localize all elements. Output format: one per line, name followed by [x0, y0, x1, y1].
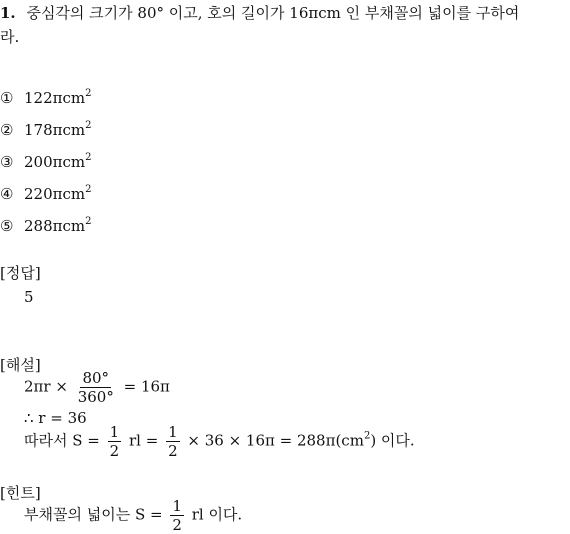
expl-line3-prefix: 따라서 S = — [24, 431, 100, 450]
choice-value: 288πcm — [24, 217, 86, 235]
choice-marker: ⑤ — [0, 217, 14, 235]
question-text-2: 라. — [0, 28, 20, 46]
expl-line1-left: 2πr × — [24, 377, 68, 396]
choice-2[interactable] — [0, 120, 92, 139]
choice-value: 122πcm — [24, 89, 86, 107]
choice-marker: ① — [0, 89, 14, 107]
fraction-denominator: 2 — [168, 442, 178, 460]
explanation-line-2: ∴ r = 36 — [24, 409, 87, 427]
question-line-2 — [0, 26, 19, 47]
explanation-line-1 — [24, 370, 170, 405]
choice-exponent: 2 — [85, 152, 92, 163]
fraction-numerator: 1 — [168, 423, 178, 441]
choice-3[interactable] — [0, 152, 92, 171]
fraction-numerator: 1 — [109, 423, 120, 441]
hint-suffix: rl 이다. — [191, 505, 243, 524]
fraction-numerator: 80° — [82, 369, 110, 387]
choice-value: 220πcm — [24, 185, 86, 203]
choice-marker: ④ — [0, 185, 14, 203]
fraction-one-half — [170, 498, 184, 533]
expl-line3-exponent: 2 — [363, 430, 371, 442]
expl-line3-end: ) 이다. — [370, 431, 415, 450]
fraction-denominator: 2 — [109, 442, 120, 460]
fraction-denominator: 2 — [172, 516, 182, 534]
choice-exponent: 2 — [85, 88, 92, 99]
hint-line — [24, 498, 242, 533]
fraction-numerator: 1 — [172, 497, 182, 515]
explanation-heading: [해설] — [0, 356, 41, 374]
choice-exponent: 2 — [85, 184, 92, 195]
fraction-one-half — [166, 424, 180, 459]
question-line-1 — [0, 2, 519, 23]
choice-marker: ③ — [0, 153, 14, 171]
question-number: 1. — [0, 4, 16, 22]
answer-heading: [정답] — [0, 264, 41, 282]
expl-line3-rest: × 36 × 16π = 288π(cm — [187, 431, 364, 450]
fraction-denominator: 360° — [77, 388, 114, 406]
choice-1[interactable] — [0, 88, 92, 107]
answer-value: 5 — [24, 288, 34, 306]
expl-line1-right: = 16π — [123, 377, 170, 396]
choice-value: 178πcm — [24, 121, 86, 139]
choice-value: 200πcm — [24, 153, 86, 171]
choice-exponent: 2 — [85, 216, 92, 227]
explanation-line-3 — [24, 424, 415, 459]
choice-exponent: 2 — [85, 120, 92, 131]
expl-line3-mid: rl = — [128, 431, 159, 450]
question-text-1: 중심각의 크기가 80° 이고, 호의 길이가 16πcm 인 부채꼴의 넓이를 구하여 — [26, 4, 520, 22]
fraction-80-over-360 — [76, 370, 116, 405]
hint-prefix: 부채꼴의 넓이는 S = — [24, 505, 163, 524]
hint-heading: [힌트] — [0, 484, 41, 502]
choice-5[interactable] — [0, 216, 92, 235]
fraction-one-half — [108, 424, 122, 459]
choice-marker: ② — [0, 121, 14, 139]
choice-4[interactable] — [0, 184, 92, 203]
